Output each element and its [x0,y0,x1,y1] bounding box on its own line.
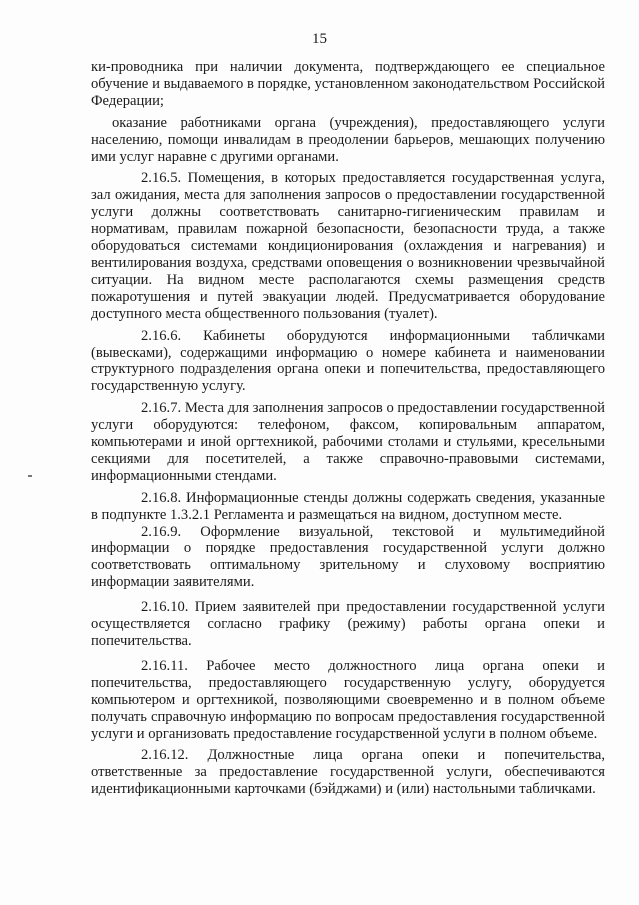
paragraph-2-16-8: 2.16.8. Информационные стенды должны содержать сведения, указанные в подпункте 1.3.2.1 Регламента и размещаться на видном, доступном месте. [91,489,605,523]
paragraph-2-16-9: 2.16.9. Оформление визуальной, текстовой и мультимедийной информации о порядке предоставления государственной услуги должно соответствовать оптимальному зрительному и слуховому восприятию информации заявителями. [91,523,605,591]
paragraph-2-16-12: 2.16.12. Должностные лица органа опеки и попечительства, ответственные за предоставление государственной услуги, обеспечиваются идентификационными карточками (бэйджами) и (или) настольными табличками. [91,747,605,798]
scan-artifact [28,475,32,477]
paragraph-2-16-7: 2.16.7. Места для заполнения запросов о предоставлении государственной услуги оборудуются: телефоном, факсом, копировальным аппаратом, компьютерами и иной оргтехникой, рабочими столами и стульями, кресельными секциями для посетителей, а также справочно-правовыми системами, информационными стендами. [91,400,605,484]
paragraph-2-16-10: 2.16.10. Прием заявителей при предоставлении государственной услуги осуществляется согласно графику (режиму) работы органа опеки и попечительства. [91,599,605,649]
page-number: 15 [312,31,327,47]
paragraph-2-16-5: 2.16.5. Помещения, в которых предоставляется государственная услуга, зал ожидания, места для заполнения запросов о предоставлении государственной услуги должны соответствовать санитарно-гигиеническим правилам и нормативам, правилам пожарной безопасности, безопасности труда, а также оборудоваться системами кондиционирования (охлаждения и нагревания) и вентилирования воздуха, средствами оповещения о возникновении чрезвычайной ситуации. На видном месте располагаются схемы размещения средств пожаротушения и путей эвакуации людей. Предусматривается оборудование доступного места общественного пользования (туалет). [91,170,605,322]
paragraph-continuation: ки-проводника при наличии документа, подтверждающего ее специальное обучение и выдаваемого в порядке, установленном законодательством Российской Федерации; [91,59,605,109]
document-body [91,59,605,798]
paragraph-2-16-11: 2.16.11. Рабочее место должностного лица органа опеки и попечительства, предоставляющего государственную услугу, оборудуется компьютером и оргтехникой, позволяющими своевременно и в полном объеме получать справочную информацию по вопросам предоставления государственной услуги и организовать предоставление государственной услуги в полном объеме. [91,657,605,742]
paragraph-list-item: оказание работниками органа (учреждения), предоставляющего услуги населению, помощи инвалидам в преодолении барьеров, мешающих получению ими услуг наравне с другими органами. [91,114,605,165]
paragraph-2-16-6: 2.16.6. Кабинеты оборудуются информационными табличками (вывесками), содержащими информацию о номере кабинета и наименовании структурного подразделения органа опеки и попечительства, предоставляющего государственную услугу. [91,327,605,395]
